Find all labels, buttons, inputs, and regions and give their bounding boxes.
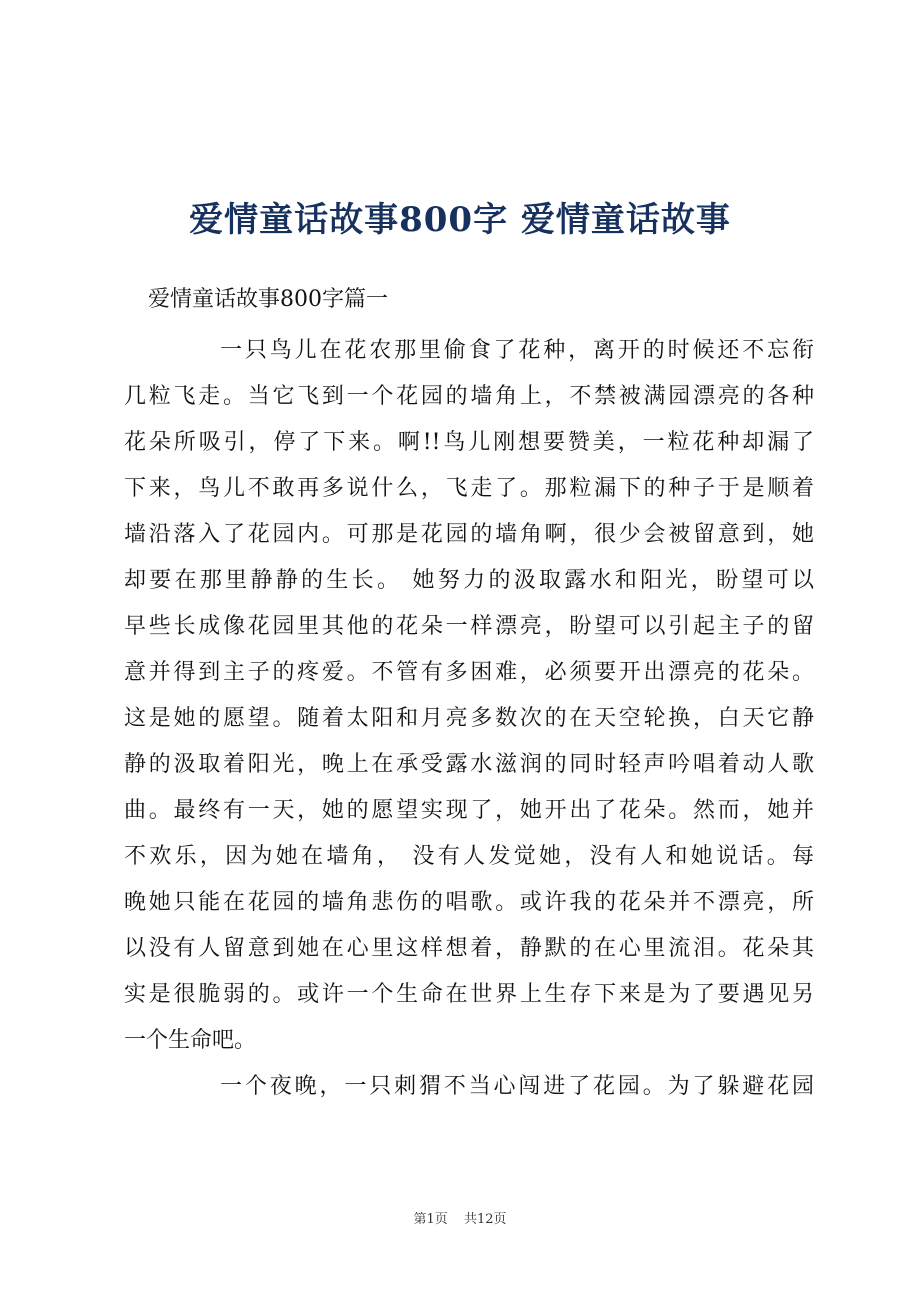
- paragraph-line: 一只鸟儿在花农那里偷食了花种，离开的时候还不忘衔: [220, 338, 814, 363]
- section-heading: 爱情童话故事800字篇一: [148, 287, 388, 312]
- paragraph-line: 花朵所吸引，停了下来。啊!!鸟儿刚想要赞美，一粒花种却漏了: [124, 430, 814, 455]
- paragraph-line: 曲。最终有一天，她的愿望实现了，她开出了花朵。然而，她并: [124, 798, 814, 823]
- paragraph-line: 一个夜晚，一只刺猬不当心闯进了花园。为了躲避花园: [220, 1074, 814, 1099]
- paragraph-line: 这是她的愿望。随着太阳和月亮多数次的在天空轮换，白天它静: [124, 706, 814, 731]
- paragraph-line: 墙沿落入了花园内。可那是花园的墙角啊，很少会被留意到，她: [124, 522, 814, 547]
- paragraph-line: 晚她只能在花园的墙角悲伤的唱歌。或许我的花朵并不漂亮，所: [124, 890, 814, 915]
- page-footer: [0, 1208, 920, 1227]
- paragraph-2: [124, 1064, 814, 1110]
- paragraph-line: 静的汲取着阳光，晚上在承受露水滋润的同时轻声吟唱着动人歌: [124, 752, 814, 777]
- paragraph-line: 下来，鸟儿不敢再多说什么，飞走了。那粒漏下的种子于是顺着: [124, 476, 814, 501]
- paragraph-line: 意并得到主子的疼爱。不管有多困难，必须要开出漂亮的花朵。: [124, 660, 814, 685]
- paragraph-line: 一个生命吧。: [124, 1028, 257, 1053]
- page-number: 第1页: [413, 1212, 448, 1227]
- article-body: [124, 328, 814, 1110]
- page-total: 共12页: [463, 1212, 507, 1227]
- paragraph-1: [124, 328, 814, 1064]
- paragraph-line: 以没有人留意到她在心里这样想着，静默的在心里流泪。花朵其: [124, 936, 814, 961]
- paragraph-line: 实是很脆弱的。或许一个生命在世界上生存下来是为了要遇见另: [124, 982, 814, 1007]
- document-title: 爱情童话故事800字 爱情童话故事: [189, 200, 731, 240]
- paragraph-line: 不欢乐，因为她在墙角， 没有人发觉她，没有人和她说话。每: [124, 844, 814, 869]
- paragraph-line: 却要在那里静静的生长。 她努力的汲取露水和阳光，盼望可以: [124, 568, 814, 593]
- paragraph-line: 几粒飞走。当它飞到一个花园的墙角上，不禁被满园漂亮的各种: [124, 384, 814, 409]
- paragraph-line: 早些长成像花园里其他的花朵一样漂亮，盼望可以引起主子的留: [124, 614, 814, 639]
